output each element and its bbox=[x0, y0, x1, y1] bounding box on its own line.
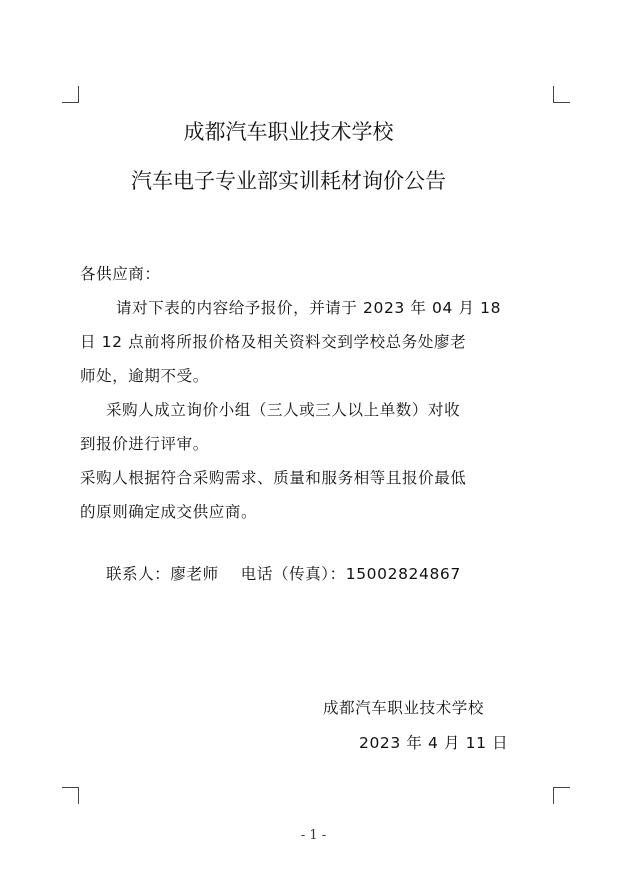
paragraph1-line2: 日 12 点前将所报价格及相关资料交到学校总务处廖老 bbox=[80, 333, 467, 351]
paragraph2-line1: 采购人成立询价小组（三人或三人以上单数）对收 bbox=[106, 401, 461, 419]
signature-organization: 成都汽车职业技术学校 bbox=[323, 699, 485, 717]
paragraph1-line1: 请对下表的内容给予报价，并请于 2023 年 04 月 18 bbox=[116, 299, 502, 317]
crop-mark-top-left bbox=[62, 86, 79, 103]
paragraph2-line2: 到报价进行评审。 bbox=[80, 435, 209, 453]
document-subtitle: 汽车电子专业部实训耗材询价公告 bbox=[131, 169, 446, 193]
crop-mark-bottom-right bbox=[553, 787, 570, 804]
crop-mark-bottom-left bbox=[62, 787, 79, 804]
document-title: 成都汽车职业技术学校 bbox=[183, 120, 394, 144]
signature-date: 2023 年 4 月 11 日 bbox=[359, 734, 509, 752]
paragraph3-line1: 采购人根据符合采购需求、质量和服务相等且报价最低 bbox=[80, 469, 467, 487]
page-number: - 1 - bbox=[300, 828, 327, 843]
salutation: 各供应商： bbox=[80, 265, 161, 283]
crop-mark-top-right bbox=[553, 86, 570, 103]
paragraph1-line3: 师处，逾期不受。 bbox=[80, 367, 209, 385]
contact-info: 联系人：廖老师 电话（传真）：15002824867 bbox=[106, 565, 461, 583]
paragraph3-line2: 的原则确定成交供应商。 bbox=[80, 503, 258, 521]
